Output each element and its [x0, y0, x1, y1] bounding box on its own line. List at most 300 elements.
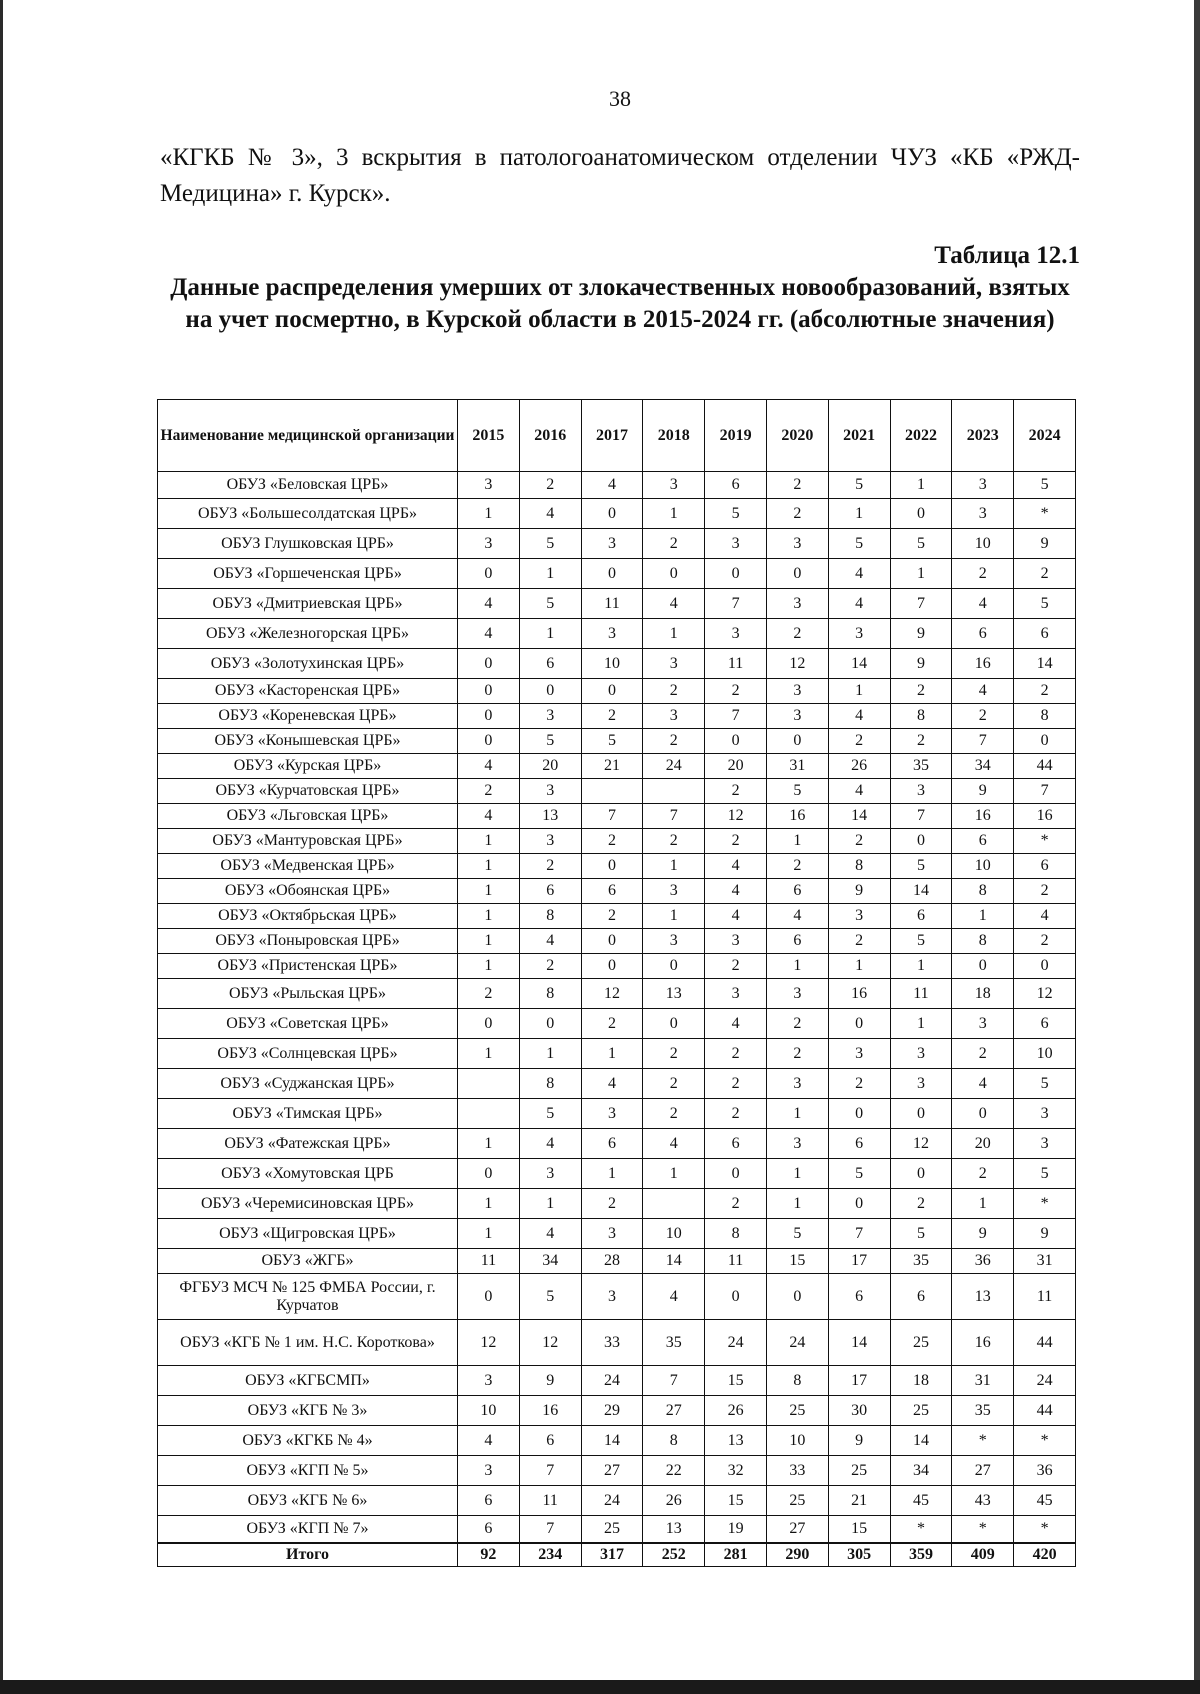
value-cell: 0	[828, 1189, 890, 1219]
organization-name-cell: ОБУЗ «КГБ № 3»	[158, 1396, 458, 1426]
organization-name-cell: ОБУЗ «КГБ № 6»	[158, 1486, 458, 1516]
value-cell: 0	[458, 1274, 520, 1320]
organization-name-cell: ОБУЗ «Обоянская ЦРБ»	[158, 879, 458, 904]
value-cell: 6	[952, 619, 1014, 649]
value-cell: 5	[581, 729, 643, 754]
value-cell: 9	[519, 1366, 581, 1396]
value-cell: 9	[1014, 1219, 1076, 1249]
value-cell: 0	[458, 1159, 520, 1189]
value-cell: 25	[766, 1486, 828, 1516]
value-cell: 3	[643, 704, 705, 729]
table-row	[158, 559, 1076, 589]
value-cell: 4	[952, 679, 1014, 704]
value-cell: 2	[705, 1069, 767, 1099]
column-header-year: 2019	[705, 400, 767, 472]
value-cell	[643, 779, 705, 804]
value-cell: 14	[828, 1320, 890, 1366]
value-cell: 25	[828, 1456, 890, 1486]
value-cell: 6	[766, 929, 828, 954]
value-cell: 14	[643, 1249, 705, 1274]
value-cell: 0	[952, 1099, 1014, 1129]
value-cell: 2	[890, 729, 952, 754]
value-cell: 3	[519, 829, 581, 854]
value-cell: 0	[890, 499, 952, 529]
value-cell: 0	[581, 499, 643, 529]
total-value-cell: 281	[705, 1543, 767, 1567]
value-cell: 7	[1014, 779, 1076, 804]
value-cell: 44	[1014, 754, 1076, 779]
value-cell: 13	[519, 804, 581, 829]
value-cell: 15	[705, 1486, 767, 1516]
table-row	[158, 1189, 1076, 1219]
value-cell: 26	[705, 1396, 767, 1426]
value-cell	[458, 1099, 520, 1129]
value-cell: 1	[519, 1189, 581, 1219]
value-cell: 0	[643, 954, 705, 979]
value-cell: 2	[705, 1189, 767, 1219]
value-cell: 3	[519, 1159, 581, 1189]
value-cell: 2	[519, 472, 581, 499]
value-cell: *	[1014, 829, 1076, 854]
value-cell: 24	[1014, 1366, 1076, 1396]
value-cell: 7	[705, 589, 767, 619]
value-cell: 1	[890, 559, 952, 589]
value-cell: 0	[581, 929, 643, 954]
value-cell: 0	[458, 729, 520, 754]
value-cell: 10	[458, 1396, 520, 1426]
value-cell: 3	[1014, 1099, 1076, 1129]
column-header-year: 2021	[828, 400, 890, 472]
organization-name-cell: ОБУЗ «КГКБ № 4»	[158, 1426, 458, 1456]
value-cell: 24	[581, 1486, 643, 1516]
table-row	[158, 704, 1076, 729]
value-cell: 0	[705, 1274, 767, 1320]
value-cell: 2	[766, 472, 828, 499]
value-cell: 2	[581, 704, 643, 729]
organization-name-cell: ОБУЗ «Беловская ЦРБ»	[158, 472, 458, 499]
table-row	[158, 679, 1076, 704]
value-cell: 7	[643, 804, 705, 829]
table-row	[158, 854, 1076, 879]
value-cell: 0	[581, 854, 643, 879]
value-cell: 3	[458, 1456, 520, 1486]
value-cell: 2	[705, 1039, 767, 1069]
value-cell: 2	[705, 679, 767, 704]
total-value-cell: 234	[519, 1543, 581, 1567]
organization-name-cell: ОБУЗ «Льговская ЦРБ»	[158, 804, 458, 829]
organization-name-cell: ОБУЗ «ЖГБ»	[158, 1249, 458, 1274]
value-cell: 0	[519, 679, 581, 704]
organization-name-cell: ОБУЗ «Золотухинская ЦРБ»	[158, 649, 458, 679]
value-cell: 1	[458, 954, 520, 979]
value-cell: 4	[643, 1129, 705, 1159]
organization-name-cell: ОБУЗ «Медвенская ЦРБ»	[158, 854, 458, 879]
value-cell: 3	[766, 1069, 828, 1099]
value-cell: *	[1014, 1426, 1076, 1456]
value-cell: 5	[890, 854, 952, 879]
value-cell: 36	[952, 1249, 1014, 1274]
value-cell: 14	[890, 879, 952, 904]
total-label-cell: Итого	[158, 1543, 458, 1567]
value-cell: 27	[581, 1456, 643, 1486]
value-cell: 5	[766, 779, 828, 804]
value-cell: 4	[519, 1129, 581, 1159]
value-cell: 26	[828, 754, 890, 779]
value-cell: 3	[705, 619, 767, 649]
value-cell: 0	[643, 559, 705, 589]
value-cell: 1	[643, 904, 705, 929]
organization-name-cell: ОБУЗ «Рыльская ЦРБ»	[158, 979, 458, 1009]
value-cell: 2	[581, 1189, 643, 1219]
page-number: 38	[609, 86, 631, 111]
value-cell: 3	[828, 1039, 890, 1069]
value-cell: 12	[890, 1129, 952, 1159]
value-cell: 2	[952, 704, 1014, 729]
value-cell: 3	[952, 499, 1014, 529]
value-cell: 9	[952, 1219, 1014, 1249]
table-row	[158, 779, 1076, 804]
value-cell: 45	[890, 1486, 952, 1516]
value-cell: 25	[766, 1396, 828, 1426]
value-cell: 6	[581, 879, 643, 904]
value-cell: 14	[828, 649, 890, 679]
value-cell: 1	[828, 679, 890, 704]
value-cell: 25	[890, 1396, 952, 1426]
value-cell: 5	[705, 499, 767, 529]
value-cell: 3	[519, 704, 581, 729]
value-cell: 1	[766, 1099, 828, 1129]
organization-name-cell: ОБУЗ «Курская ЦРБ»	[158, 754, 458, 779]
value-cell: 6	[581, 1129, 643, 1159]
value-cell: 1	[643, 619, 705, 649]
value-cell: 0	[766, 729, 828, 754]
value-cell: 2	[952, 1039, 1014, 1069]
value-cell: 7	[890, 804, 952, 829]
value-cell: 1	[643, 499, 705, 529]
organization-name-cell: ОБУЗ «Черемисиновская ЦРБ»	[158, 1189, 458, 1219]
value-cell: 10	[1014, 1039, 1076, 1069]
value-cell: 11	[458, 1249, 520, 1274]
value-cell: 2	[766, 854, 828, 879]
value-cell: 24	[705, 1320, 767, 1366]
value-cell: 5	[1014, 1159, 1076, 1189]
value-cell: 2	[581, 1009, 643, 1039]
table-row	[158, 954, 1076, 979]
value-cell: 2	[766, 499, 828, 529]
value-cell: 6	[458, 1516, 520, 1544]
value-cell: 15	[705, 1366, 767, 1396]
value-cell: 3	[890, 1039, 952, 1069]
value-cell: 29	[581, 1396, 643, 1426]
value-cell: 36	[1014, 1456, 1076, 1486]
value-cell: 3	[766, 589, 828, 619]
value-cell: 45	[1014, 1486, 1076, 1516]
value-cell: 2	[1014, 929, 1076, 954]
value-cell: 2	[458, 779, 520, 804]
value-cell: 2	[643, 529, 705, 559]
value-cell: 1	[766, 1189, 828, 1219]
value-cell: 11	[890, 979, 952, 1009]
value-cell: 10	[766, 1426, 828, 1456]
value-cell: 8	[519, 979, 581, 1009]
value-cell: 9	[828, 1426, 890, 1456]
value-cell: 7	[519, 1456, 581, 1486]
table-row	[158, 1099, 1076, 1129]
value-cell: 11	[581, 589, 643, 619]
value-cell: 0	[1014, 729, 1076, 754]
total-value-cell: 92	[458, 1543, 520, 1567]
total-value-cell: 420	[1014, 1543, 1076, 1567]
value-cell: 6	[519, 649, 581, 679]
value-cell: 0	[458, 649, 520, 679]
value-cell: 3	[643, 929, 705, 954]
value-cell: 5	[890, 529, 952, 559]
value-cell: 0	[705, 729, 767, 754]
organization-name-cell: ОБУЗ «Фатежская ЦРБ»	[158, 1129, 458, 1159]
table-row	[158, 472, 1076, 499]
value-cell: 35	[890, 754, 952, 779]
value-cell: 13	[952, 1274, 1014, 1320]
value-cell: 18	[952, 979, 1014, 1009]
value-cell: 1	[458, 1189, 520, 1219]
value-cell: 6	[705, 472, 767, 499]
value-cell: 10	[952, 529, 1014, 559]
value-cell: 4	[458, 619, 520, 649]
total-value-cell: 409	[952, 1543, 1014, 1567]
value-cell: 4	[705, 904, 767, 929]
value-cell: 3	[766, 529, 828, 559]
organization-name-cell: ОБУЗ «Поныровская ЦРБ»	[158, 929, 458, 954]
value-cell: 3	[643, 879, 705, 904]
value-cell: *	[1014, 1189, 1076, 1219]
value-cell: 0	[828, 1099, 890, 1129]
value-cell: 6	[828, 1274, 890, 1320]
value-cell: 2	[828, 1069, 890, 1099]
value-cell: 2	[890, 679, 952, 704]
value-cell: 8	[828, 854, 890, 879]
column-header-year: 2017	[581, 400, 643, 472]
value-cell: 8	[519, 904, 581, 929]
value-cell: 4	[581, 1069, 643, 1099]
value-cell: 2	[705, 954, 767, 979]
value-cell: 3	[1014, 1129, 1076, 1159]
value-cell: 10	[581, 649, 643, 679]
scan-edge-left	[0, 0, 3, 1694]
table-row	[158, 1366, 1076, 1396]
value-cell: 3	[581, 1274, 643, 1320]
value-cell: *	[1014, 1516, 1076, 1544]
value-cell: 2	[705, 829, 767, 854]
value-cell: 6	[1014, 1009, 1076, 1039]
value-cell: 1	[458, 1219, 520, 1249]
value-cell: 24	[766, 1320, 828, 1366]
value-cell: 18	[890, 1366, 952, 1396]
value-cell: 4	[828, 589, 890, 619]
value-cell: 4	[705, 1009, 767, 1039]
table-label: Таблица 12.1	[934, 242, 1080, 269]
value-cell: 0	[519, 1009, 581, 1039]
value-cell: 25	[581, 1516, 643, 1544]
scan-edge-right	[1194, 0, 1200, 1694]
table-row	[158, 1456, 1076, 1486]
value-cell: 1	[766, 829, 828, 854]
value-cell: 1	[458, 854, 520, 879]
value-cell: 14	[581, 1426, 643, 1456]
value-cell: 4	[705, 854, 767, 879]
organization-name-cell: ОБУЗ «Тимская ЦРБ»	[158, 1099, 458, 1129]
value-cell: 9	[890, 619, 952, 649]
value-cell: 2	[766, 1039, 828, 1069]
value-cell: 0	[890, 829, 952, 854]
value-cell: 0	[581, 954, 643, 979]
column-header-year: 2018	[643, 400, 705, 472]
value-cell: 35	[890, 1249, 952, 1274]
value-cell: 2	[828, 729, 890, 754]
value-cell: 1	[766, 954, 828, 979]
value-cell: 3	[766, 1129, 828, 1159]
value-cell: 1	[890, 472, 952, 499]
value-cell: 4	[766, 904, 828, 929]
value-cell: 21	[581, 754, 643, 779]
value-cell: *	[1014, 499, 1076, 529]
value-cell: 5	[1014, 1069, 1076, 1099]
value-cell: 21	[828, 1486, 890, 1516]
value-cell: 8	[952, 929, 1014, 954]
value-cell: 7	[952, 729, 1014, 754]
organization-name-cell: ФГБУЗ МСЧ № 125 ФМБА России, г. Курчатов	[158, 1274, 458, 1320]
value-cell: 2	[643, 829, 705, 854]
value-cell: 0	[581, 559, 643, 589]
value-cell: 3	[828, 904, 890, 929]
value-cell: 33	[581, 1320, 643, 1366]
value-cell: 1	[952, 1189, 1014, 1219]
table-header-row	[158, 400, 1076, 472]
value-cell: 24	[643, 754, 705, 779]
value-cell: 8	[890, 704, 952, 729]
value-cell: 3	[643, 649, 705, 679]
value-cell: 1	[890, 1009, 952, 1039]
value-cell: 34	[519, 1249, 581, 1274]
value-cell: 1	[828, 499, 890, 529]
value-cell: 20	[705, 754, 767, 779]
value-cell: 0	[890, 1099, 952, 1129]
value-cell: 5	[519, 589, 581, 619]
value-cell: 14	[828, 804, 890, 829]
value-cell: 3	[890, 779, 952, 804]
value-cell: 3	[458, 529, 520, 559]
value-cell: 34	[890, 1456, 952, 1486]
value-cell: 2	[890, 1189, 952, 1219]
value-cell: 4	[581, 472, 643, 499]
value-cell: 2	[643, 1039, 705, 1069]
value-cell: 1	[458, 1129, 520, 1159]
table-title: Данные распределения умерших от злокачественных новообразований, взятых на учет посмертно, в Курской области в 2015-2024 гг. (абсолютные значения)	[170, 274, 1070, 333]
value-cell: 6	[1014, 854, 1076, 879]
total-value-cell: 252	[643, 1543, 705, 1567]
value-cell: 15	[828, 1516, 890, 1544]
value-cell: 1	[581, 1159, 643, 1189]
organization-name-cell: ОБУЗ «Железногорская ЦРБ»	[158, 619, 458, 649]
value-cell: 11	[705, 1249, 767, 1274]
value-cell: 35	[952, 1396, 1014, 1426]
value-cell: 0	[458, 704, 520, 729]
organization-name-cell: ОБУЗ «КГП № 5»	[158, 1456, 458, 1486]
value-cell: 2	[1014, 559, 1076, 589]
organization-name-cell: ОБУЗ «КГП № 7»	[158, 1516, 458, 1544]
organization-name-cell: ОБУЗ «Конышевская ЦРБ»	[158, 729, 458, 754]
value-cell: 6	[766, 879, 828, 904]
value-cell: 0	[458, 679, 520, 704]
value-cell: 20	[519, 754, 581, 779]
value-cell: 1	[458, 879, 520, 904]
value-cell: 4	[952, 1069, 1014, 1099]
value-cell: 5	[890, 1219, 952, 1249]
value-cell: 7	[643, 1366, 705, 1396]
value-cell: 16	[952, 1320, 1014, 1366]
value-cell: 6	[890, 1274, 952, 1320]
table-row	[158, 499, 1076, 529]
table-row	[158, 619, 1076, 649]
value-cell: 3	[581, 1219, 643, 1249]
value-cell: 6	[952, 829, 1014, 854]
value-cell: 28	[581, 1249, 643, 1274]
value-cell: 13	[705, 1426, 767, 1456]
value-cell: 16	[828, 979, 890, 1009]
value-cell: 2	[828, 929, 890, 954]
value-cell: 6	[890, 904, 952, 929]
value-cell: 0	[890, 1159, 952, 1189]
value-cell: 5	[890, 929, 952, 954]
value-cell: 2	[458, 979, 520, 1009]
value-cell: 2	[643, 679, 705, 704]
value-cell: 12	[705, 804, 767, 829]
value-cell: 3	[766, 679, 828, 704]
value-cell: 9	[1014, 529, 1076, 559]
column-header-year: 2015	[458, 400, 520, 472]
value-cell: 2	[643, 1099, 705, 1129]
data-table-container	[157, 399, 1075, 1567]
value-cell: 2	[581, 904, 643, 929]
organization-name-cell: ОБУЗ «Касторенская ЦРБ»	[158, 679, 458, 704]
value-cell: 2	[952, 1159, 1014, 1189]
value-cell: 16	[766, 804, 828, 829]
table-row	[158, 729, 1076, 754]
value-cell: 5	[766, 1219, 828, 1249]
value-cell: 2	[705, 1099, 767, 1129]
value-cell: 7	[890, 589, 952, 619]
value-cell: 1	[458, 829, 520, 854]
table-row	[158, 1009, 1076, 1039]
table-row	[158, 1069, 1076, 1099]
value-cell: 4	[828, 779, 890, 804]
value-cell: 27	[952, 1456, 1014, 1486]
value-cell: 0	[705, 559, 767, 589]
value-cell: 24	[581, 1366, 643, 1396]
value-cell: 6	[519, 1426, 581, 1456]
value-cell: 12	[766, 649, 828, 679]
value-cell: 1	[519, 559, 581, 589]
column-header-year: 2016	[519, 400, 581, 472]
total-value-cell: 359	[890, 1543, 952, 1567]
value-cell: 1	[766, 1159, 828, 1189]
value-cell: 12	[519, 1320, 581, 1366]
value-cell: 4	[458, 1426, 520, 1456]
value-cell: 8	[766, 1366, 828, 1396]
value-cell: 1	[458, 929, 520, 954]
table-body	[158, 472, 1076, 1567]
table-row	[158, 929, 1076, 954]
value-cell: 0	[458, 559, 520, 589]
